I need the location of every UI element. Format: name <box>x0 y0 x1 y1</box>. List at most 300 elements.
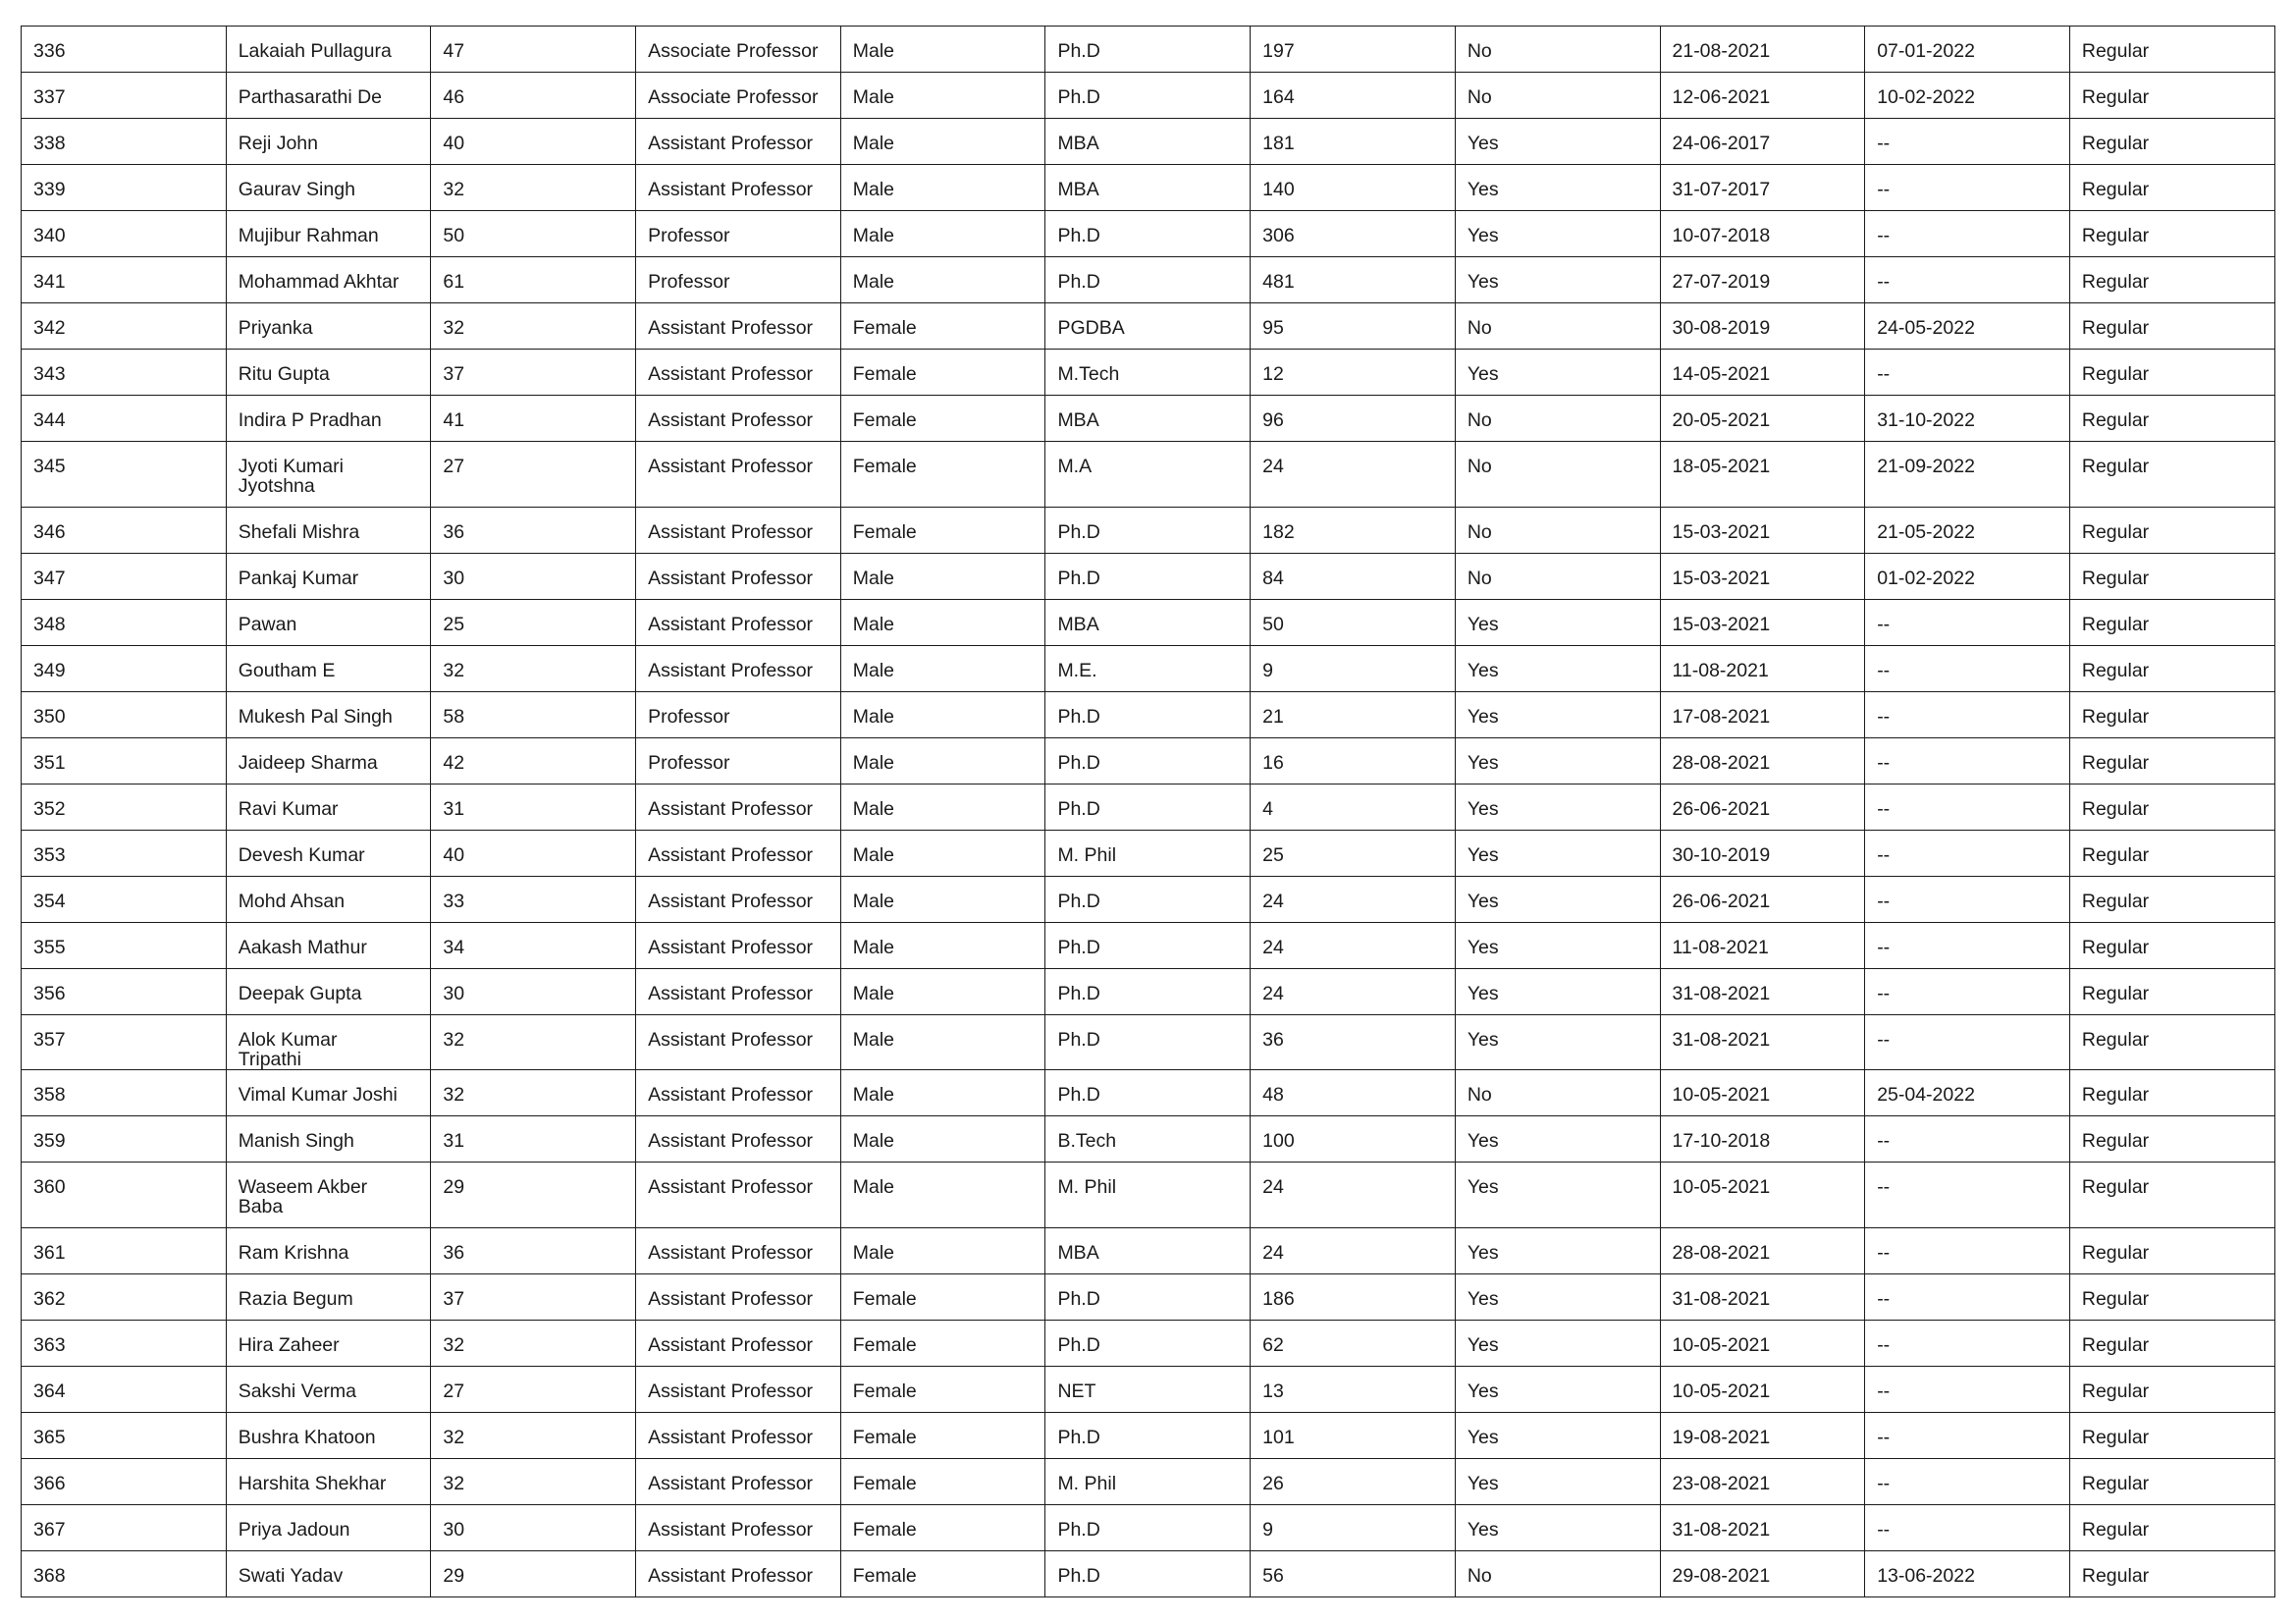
leaving-date-cell: 31-10-2022 <box>1865 396 2070 442</box>
designation-cell: Assistant Professor <box>636 554 841 600</box>
joining-date-cell: 30-08-2019 <box>1660 303 1865 350</box>
qualification-cell: Ph.D <box>1045 508 1251 554</box>
serial-number-cell: 354 <box>22 877 227 923</box>
gender-cell: Female <box>840 1321 1045 1367</box>
leaving-date-cell: 10-02-2022 <box>1865 73 2070 119</box>
leaving-date-cell: -- <box>1865 1459 2070 1505</box>
qualification-cell: Ph.D <box>1045 73 1251 119</box>
experience-cell: 36 <box>1251 1015 1456 1070</box>
currently-working-cell: Yes <box>1455 1116 1660 1163</box>
gender-cell: Female <box>840 1505 1045 1551</box>
gender-cell: Male <box>840 831 1045 877</box>
experience-cell: 306 <box>1251 211 1456 257</box>
gender-cell: Female <box>840 1367 1045 1413</box>
joining-date-cell: 14-05-2021 <box>1660 350 1865 396</box>
leaving-date-cell: -- <box>1865 831 2070 877</box>
joining-date-cell: 21-08-2021 <box>1660 27 1865 73</box>
designation-cell: Assistant Professor <box>636 1505 841 1551</box>
faculty-name-cell: Manish Singh <box>226 1116 431 1163</box>
qualification-cell: MBA <box>1045 119 1251 165</box>
appointment-nature-cell: Regular <box>2069 1367 2274 1413</box>
serial-number-cell: 348 <box>22 600 227 646</box>
appointment-nature-cell: Regular <box>2069 508 2274 554</box>
gender-cell: Male <box>840 165 1045 211</box>
qualification-cell: Ph.D <box>1045 738 1251 784</box>
serial-number-cell: 338 <box>22 119 227 165</box>
age-cell: 50 <box>431 211 636 257</box>
serial-number-cell: 367 <box>22 1505 227 1551</box>
leaving-date-cell: -- <box>1865 738 2070 784</box>
joining-date-cell: 28-08-2021 <box>1660 1228 1865 1274</box>
leaving-date-cell: -- <box>1865 1367 2070 1413</box>
currently-working-cell: No <box>1455 27 1660 73</box>
serial-number-cell: 357 <box>22 1015 227 1070</box>
table-row <box>22 350 2275 396</box>
qualification-cell: Ph.D <box>1045 1321 1251 1367</box>
table-row <box>22 1367 2275 1413</box>
experience-cell: 181 <box>1251 119 1456 165</box>
currently-working-cell: Yes <box>1455 1228 1660 1274</box>
qualification-cell: Ph.D <box>1045 27 1251 73</box>
age-cell: 29 <box>431 1551 636 1597</box>
table-row <box>22 554 2275 600</box>
table-row <box>22 1321 2275 1367</box>
experience-cell: 96 <box>1251 396 1456 442</box>
faculty-name-cell: Parthasarathi De <box>226 73 431 119</box>
joining-date-cell: 15-03-2021 <box>1660 508 1865 554</box>
table-row <box>22 1551 2275 1597</box>
gender-cell: Male <box>840 1070 1045 1116</box>
designation-cell: Assistant Professor <box>636 646 841 692</box>
gender-cell: Male <box>840 969 1045 1015</box>
appointment-nature-cell: Regular <box>2069 1505 2274 1551</box>
currently-working-cell: No <box>1455 396 1660 442</box>
gender-cell: Male <box>840 257 1045 303</box>
age-cell: 25 <box>431 600 636 646</box>
designation-cell: Assistant Professor <box>636 119 841 165</box>
joining-date-cell: 31-07-2017 <box>1660 165 1865 211</box>
currently-working-cell: Yes <box>1455 923 1660 969</box>
qualification-cell: NET <box>1045 1367 1251 1413</box>
faculty-name-cell: Priya Jadoun <box>226 1505 431 1551</box>
joining-date-cell: 26-06-2021 <box>1660 877 1865 923</box>
qualification-cell: MBA <box>1045 396 1251 442</box>
age-cell: 36 <box>431 508 636 554</box>
age-cell: 32 <box>431 165 636 211</box>
faculty-name-cell: Priyanka <box>226 303 431 350</box>
faculty-name-cell: Shefali Mishra <box>226 508 431 554</box>
faculty-name-cell: Ravi Kumar <box>226 784 431 831</box>
faculty-name-cell: Mujibur Rahman <box>226 211 431 257</box>
faculty-name-cell: Vimal Kumar Joshi <box>226 1070 431 1116</box>
gender-cell: Female <box>840 1459 1045 1505</box>
leaving-date-cell: -- <box>1865 646 2070 692</box>
appointment-nature-cell: Regular <box>2069 784 2274 831</box>
table-row <box>22 442 2275 508</box>
leaving-date-cell: -- <box>1865 350 2070 396</box>
leaving-date-cell: 24-05-2022 <box>1865 303 2070 350</box>
currently-working-cell: Yes <box>1455 1367 1660 1413</box>
experience-cell: 9 <box>1251 1505 1456 1551</box>
joining-date-cell: 10-05-2021 <box>1660 1321 1865 1367</box>
joining-date-cell: 29-08-2021 <box>1660 1551 1865 1597</box>
experience-cell: 26 <box>1251 1459 1456 1505</box>
table-row <box>22 831 2275 877</box>
table-row <box>22 119 2275 165</box>
gender-cell: Male <box>840 877 1045 923</box>
experience-cell: 24 <box>1251 442 1456 508</box>
experience-cell: 25 <box>1251 831 1456 877</box>
gender-cell: Male <box>840 1116 1045 1163</box>
qualification-cell: Ph.D <box>1045 784 1251 831</box>
table-row <box>22 73 2275 119</box>
faculty-name-cell: Sakshi Verma <box>226 1367 431 1413</box>
gender-cell: Male <box>840 646 1045 692</box>
joining-date-cell: 26-06-2021 <box>1660 784 1865 831</box>
designation-cell: Professor <box>636 257 841 303</box>
appointment-nature-cell: Regular <box>2069 73 2274 119</box>
table-row <box>22 1505 2275 1551</box>
qualification-cell: Ph.D <box>1045 692 1251 738</box>
designation-cell: Assistant Professor <box>636 396 841 442</box>
joining-date-cell: 31-08-2021 <box>1660 1274 1865 1321</box>
table-row <box>22 600 2275 646</box>
designation-cell: Assistant Professor <box>636 1070 841 1116</box>
appointment-nature-cell: Regular <box>2069 1413 2274 1459</box>
table-row <box>22 784 2275 831</box>
designation-cell: Assistant Professor <box>636 442 841 508</box>
gender-cell: Male <box>840 211 1045 257</box>
serial-number-cell: 345 <box>22 442 227 508</box>
currently-working-cell: Yes <box>1455 831 1660 877</box>
joining-date-cell: 15-03-2021 <box>1660 554 1865 600</box>
age-cell: 36 <box>431 1228 636 1274</box>
serial-number-cell: 356 <box>22 969 227 1015</box>
age-cell: 37 <box>431 1274 636 1321</box>
table-row <box>22 508 2275 554</box>
gender-cell: Female <box>840 1551 1045 1597</box>
faculty-name-cell: Jaideep Sharma <box>226 738 431 784</box>
age-cell: 29 <box>431 1163 636 1228</box>
faculty-name-cell: Lakaiah Pullagura <box>226 27 431 73</box>
leaving-date-cell: -- <box>1865 784 2070 831</box>
qualification-cell: MBA <box>1045 600 1251 646</box>
experience-cell: 197 <box>1251 27 1456 73</box>
age-cell: 37 <box>431 350 636 396</box>
age-cell: 32 <box>431 303 636 350</box>
joining-date-cell: 20-05-2021 <box>1660 396 1865 442</box>
experience-cell: 140 <box>1251 165 1456 211</box>
appointment-nature-cell: Regular <box>2069 396 2274 442</box>
appointment-nature-cell: Regular <box>2069 969 2274 1015</box>
designation-cell: Assistant Professor <box>636 1228 841 1274</box>
leaving-date-cell: -- <box>1865 1505 2070 1551</box>
leaving-date-cell: -- <box>1865 1321 2070 1367</box>
currently-working-cell: Yes <box>1455 1163 1660 1228</box>
appointment-nature-cell: Regular <box>2069 1116 2274 1163</box>
designation-cell: Professor <box>636 692 841 738</box>
age-cell: 32 <box>431 1413 636 1459</box>
experience-cell: 481 <box>1251 257 1456 303</box>
experience-cell: 84 <box>1251 554 1456 600</box>
gender-cell: Female <box>840 396 1045 442</box>
joining-date-cell: 19-08-2021 <box>1660 1413 1865 1459</box>
currently-working-cell: Yes <box>1455 165 1660 211</box>
gender-cell: Male <box>840 738 1045 784</box>
leaving-date-cell: -- <box>1865 257 2070 303</box>
gender-cell: Female <box>840 303 1045 350</box>
leaving-date-cell: 07-01-2022 <box>1865 27 2070 73</box>
faculty-name-cell: Goutham E <box>226 646 431 692</box>
table-row <box>22 27 2275 73</box>
appointment-nature-cell: Regular <box>2069 211 2274 257</box>
leaving-date-cell: -- <box>1865 877 2070 923</box>
faculty-name-cell: Deepak Gupta <box>226 969 431 1015</box>
faculty-name-cell: Pankaj Kumar <box>226 554 431 600</box>
experience-cell: 9 <box>1251 646 1456 692</box>
experience-cell: 62 <box>1251 1321 1456 1367</box>
qualification-cell: Ph.D <box>1045 877 1251 923</box>
appointment-nature-cell: Regular <box>2069 1459 2274 1505</box>
faculty-name-cell: Waseem Akber Baba <box>226 1163 431 1228</box>
appointment-nature-cell: Regular <box>2069 1163 2274 1228</box>
serial-number-cell: 336 <box>22 27 227 73</box>
age-cell: 31 <box>431 1116 636 1163</box>
serial-number-cell: 362 <box>22 1274 227 1321</box>
designation-cell: Assistant Professor <box>636 1367 841 1413</box>
designation-cell: Professor <box>636 738 841 784</box>
currently-working-cell: No <box>1455 508 1660 554</box>
faculty-name-cell: Ram Krishna <box>226 1228 431 1274</box>
qualification-cell: Ph.D <box>1045 1015 1251 1070</box>
qualification-cell: MBA <box>1045 165 1251 211</box>
appointment-nature-cell: Regular <box>2069 1551 2274 1597</box>
joining-date-cell: 12-06-2021 <box>1660 73 1865 119</box>
currently-working-cell: Yes <box>1455 211 1660 257</box>
leaving-date-cell: -- <box>1865 1274 2070 1321</box>
joining-date-cell: 17-10-2018 <box>1660 1116 1865 1163</box>
designation-cell: Professor <box>636 211 841 257</box>
appointment-nature-cell: Regular <box>2069 1070 2274 1116</box>
gender-cell: Male <box>840 73 1045 119</box>
leaving-date-cell: -- <box>1865 1413 2070 1459</box>
faculty-name-cell: Pawan <box>226 600 431 646</box>
leaving-date-cell: -- <box>1865 1015 2070 1070</box>
table-row <box>22 396 2275 442</box>
appointment-nature-cell: Regular <box>2069 165 2274 211</box>
faculty-name-cell: Aakash Mathur <box>226 923 431 969</box>
table-row <box>22 877 2275 923</box>
appointment-nature-cell: Regular <box>2069 831 2274 877</box>
joining-date-cell: 10-05-2021 <box>1660 1367 1865 1413</box>
designation-cell: Assistant Professor <box>636 1413 841 1459</box>
serial-number-cell: 350 <box>22 692 227 738</box>
serial-number-cell: 346 <box>22 508 227 554</box>
table-row <box>22 1274 2275 1321</box>
age-cell: 30 <box>431 554 636 600</box>
experience-cell: 24 <box>1251 1228 1456 1274</box>
faculty-name-cell: Indira P Pradhan <box>226 396 431 442</box>
table-row <box>22 1228 2275 1274</box>
appointment-nature-cell: Regular <box>2069 257 2274 303</box>
appointment-nature-cell: Regular <box>2069 303 2274 350</box>
gender-cell: Female <box>840 508 1045 554</box>
appointment-nature-cell: Regular <box>2069 1274 2274 1321</box>
experience-cell: 4 <box>1251 784 1456 831</box>
age-cell: 42 <box>431 738 636 784</box>
table-row <box>22 1459 2275 1505</box>
qualification-cell: Ph.D <box>1045 1413 1251 1459</box>
currently-working-cell: No <box>1455 554 1660 600</box>
currently-working-cell: Yes <box>1455 1413 1660 1459</box>
age-cell: 41 <box>431 396 636 442</box>
designation-cell: Assistant Professor <box>636 1274 841 1321</box>
age-cell: 30 <box>431 969 636 1015</box>
faculty-name-cell: Jyoti Kumari Jyotshna <box>226 442 431 508</box>
designation-cell: Assistant Professor <box>636 1321 841 1367</box>
table-row <box>22 969 2275 1015</box>
serial-number-cell: 340 <box>22 211 227 257</box>
age-cell: 27 <box>431 442 636 508</box>
table-row <box>22 738 2275 784</box>
designation-cell: Assistant Professor <box>636 165 841 211</box>
faculty-name-cell: Hira Zaheer <box>226 1321 431 1367</box>
qualification-cell: Ph.D <box>1045 257 1251 303</box>
experience-cell: 50 <box>1251 600 1456 646</box>
designation-cell: Associate Professor <box>636 73 841 119</box>
table-row <box>22 1116 2275 1163</box>
leaving-date-cell: -- <box>1865 1228 2070 1274</box>
joining-date-cell: 11-08-2021 <box>1660 923 1865 969</box>
leaving-date-cell: 01-02-2022 <box>1865 554 2070 600</box>
designation-cell: Assistant Professor <box>636 1015 841 1070</box>
leaving-date-cell: -- <box>1865 969 2070 1015</box>
serial-number-cell: 368 <box>22 1551 227 1597</box>
joining-date-cell: 28-08-2021 <box>1660 738 1865 784</box>
gender-cell: Male <box>840 923 1045 969</box>
gender-cell: Male <box>840 784 1045 831</box>
designation-cell: Assistant Professor <box>636 600 841 646</box>
joining-date-cell: 30-10-2019 <box>1660 831 1865 877</box>
currently-working-cell: No <box>1455 73 1660 119</box>
faculty-name-cell: Mohammad Akhtar <box>226 257 431 303</box>
age-cell: 40 <box>431 831 636 877</box>
qualification-cell: M.Tech <box>1045 350 1251 396</box>
joining-date-cell: 23-08-2021 <box>1660 1459 1865 1505</box>
gender-cell: Female <box>840 1413 1045 1459</box>
currently-working-cell: Yes <box>1455 1274 1660 1321</box>
currently-working-cell: Yes <box>1455 119 1660 165</box>
designation-cell: Assistant Professor <box>636 784 841 831</box>
gender-cell: Male <box>840 1163 1045 1228</box>
designation-cell: Assistant Professor <box>636 1551 841 1597</box>
table-row <box>22 692 2275 738</box>
appointment-nature-cell: Regular <box>2069 1015 2274 1070</box>
qualification-cell: M.A <box>1045 442 1251 508</box>
age-cell: 32 <box>431 1321 636 1367</box>
faculty-name-cell: Gaurav Singh <box>226 165 431 211</box>
qualification-cell: Ph.D <box>1045 1505 1251 1551</box>
faculty-name-cell: Mukesh Pal Singh <box>226 692 431 738</box>
table-row <box>22 303 2275 350</box>
faculty-name-cell: Bushra Khatoon <box>226 1413 431 1459</box>
age-cell: 27 <box>431 1367 636 1413</box>
table-row <box>22 257 2275 303</box>
joining-date-cell: 24-06-2017 <box>1660 119 1865 165</box>
serial-number-cell: 351 <box>22 738 227 784</box>
appointment-nature-cell: Regular <box>2069 692 2274 738</box>
designation-cell: Assistant Professor <box>636 350 841 396</box>
serial-number-cell: 366 <box>22 1459 227 1505</box>
experience-cell: 95 <box>1251 303 1456 350</box>
age-cell: 32 <box>431 1070 636 1116</box>
faculty-table-body <box>22 27 2275 1597</box>
qualification-cell: MBA <box>1045 1228 1251 1274</box>
faculty-name-cell: Ritu Gupta <box>226 350 431 396</box>
faculty-name-cell: Devesh Kumar <box>226 831 431 877</box>
serial-number-cell: 353 <box>22 831 227 877</box>
gender-cell: Female <box>840 350 1045 396</box>
serial-number-cell: 342 <box>22 303 227 350</box>
qualification-cell: M. Phil <box>1045 1459 1251 1505</box>
faculty-name-cell: Reji John <box>226 119 431 165</box>
age-cell: 32 <box>431 1015 636 1070</box>
experience-cell: 16 <box>1251 738 1456 784</box>
qualification-cell: B.Tech <box>1045 1116 1251 1163</box>
joining-date-cell: 18-05-2021 <box>1660 442 1865 508</box>
leaving-date-cell: -- <box>1865 119 2070 165</box>
age-cell: 46 <box>431 73 636 119</box>
experience-cell: 186 <box>1251 1274 1456 1321</box>
joining-date-cell: 15-03-2021 <box>1660 600 1865 646</box>
age-cell: 47 <box>431 27 636 73</box>
qualification-cell: M.E. <box>1045 646 1251 692</box>
table-row <box>22 1070 2275 1116</box>
appointment-nature-cell: Regular <box>2069 442 2274 508</box>
designation-cell: Assistant Professor <box>636 831 841 877</box>
gender-cell: Male <box>840 692 1045 738</box>
experience-cell: 24 <box>1251 1163 1456 1228</box>
joining-date-cell: 27-07-2019 <box>1660 257 1865 303</box>
appointment-nature-cell: Regular <box>2069 554 2274 600</box>
serial-number-cell: 359 <box>22 1116 227 1163</box>
age-cell: 32 <box>431 646 636 692</box>
gender-cell: Female <box>840 442 1045 508</box>
experience-cell: 24 <box>1251 923 1456 969</box>
gender-cell: Male <box>840 27 1045 73</box>
designation-cell: Associate Professor <box>636 27 841 73</box>
designation-cell: Assistant Professor <box>636 923 841 969</box>
age-cell: 34 <box>431 923 636 969</box>
age-cell: 32 <box>431 1459 636 1505</box>
experience-cell: 101 <box>1251 1413 1456 1459</box>
currently-working-cell: Yes <box>1455 646 1660 692</box>
joining-date-cell: 11-08-2021 <box>1660 646 1865 692</box>
gender-cell: Male <box>840 1228 1045 1274</box>
faculty-name-cell: Swati Yadav <box>226 1551 431 1597</box>
age-cell: 58 <box>431 692 636 738</box>
experience-cell: 13 <box>1251 1367 1456 1413</box>
serial-number-cell: 341 <box>22 257 227 303</box>
table-row <box>22 1015 2275 1070</box>
leaving-date-cell: 21-05-2022 <box>1865 508 2070 554</box>
serial-number-cell: 343 <box>22 350 227 396</box>
leaving-date-cell: 25-04-2022 <box>1865 1070 2070 1116</box>
qualification-cell: M. Phil <box>1045 831 1251 877</box>
currently-working-cell: Yes <box>1455 738 1660 784</box>
designation-cell: Assistant Professor <box>636 969 841 1015</box>
gender-cell: Male <box>840 1015 1045 1070</box>
